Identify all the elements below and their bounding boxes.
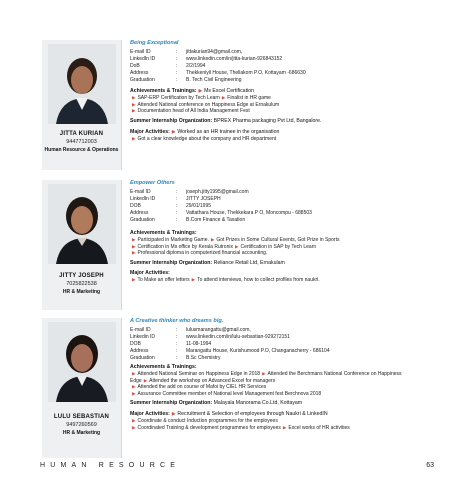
list-item: ▶ Coordinated Training & development programmes for employees ▶ Excel works of HR activities [132, 424, 350, 431]
field-key: LinkedIn ID [130, 56, 156, 62]
arrow-icon: ▶ [132, 276, 136, 282]
arrow-icon: ▶ [132, 371, 136, 376]
field-value: Vattathara House, Thekkekara P O, Moncompu - 688503 [186, 210, 312, 216]
internship-line: Summer Internship Organization: Malayala Manorama Co.Ltd, Kottayam [130, 400, 303, 407]
person-photo-icon [48, 322, 116, 402]
field-key: Address [130, 348, 149, 354]
field-row: Graduation : B.Com Finance & Taxation [130, 217, 442, 224]
profile-details [130, 318, 442, 458]
field-row: DoB : 2/2/1994 [130, 63, 442, 70]
field-row: Graduation : B. Tech Civil Engineering [130, 77, 442, 84]
field-key: Graduation [130, 217, 155, 223]
person-photo-icon [48, 184, 116, 264]
page-number: 63 [426, 462, 434, 469]
field-row: Address : Marangattu House, Kurishumood P.O, Changanacherry - 686104 [130, 348, 442, 355]
field-value: jittakurian94@gmail.com, [186, 49, 243, 55]
field-key: DoB [130, 63, 140, 69]
achievements-heading: Achievements & Trainings: [130, 230, 197, 236]
arrow-icon: ▶ [132, 390, 136, 396]
field-value: www.linkedin.com/in/lulu-sebastian-929272151 [186, 334, 290, 340]
activities-heading: Major Activities: [130, 269, 170, 276]
arrow-icon: ▶ [132, 384, 136, 390]
field-key: Graduation [130, 355, 155, 361]
field-value: www.linkedin.com/in/jitta-kurian-926843152 [186, 56, 283, 62]
profile-name: LULU SEBASTIAN [53, 414, 110, 420]
field-value: JITTY JOSEPH [186, 196, 221, 202]
field-row: E-mail ID : joseph.jitty1995@gmail.com [130, 189, 442, 196]
arrow-icon: ▶ [171, 128, 176, 134]
arrow-icon: ▶ [198, 88, 203, 93]
field-row: E-mail ID : lulusmarangattu@gmail.com, [130, 327, 442, 334]
field-value: B.Com Finance & Taxation [186, 217, 246, 223]
achievements-heading: Achievements & Trainings: ▶ Ms Excel Certification [130, 88, 254, 94]
arrow-icon: ▶ [132, 243, 136, 249]
field-key: Graduation [130, 77, 155, 83]
list-item: ▶ Professional diploma in computerized financial accounting. [132, 250, 268, 257]
arrow-icon: ▶ [262, 371, 266, 376]
arrow-icon: ▶ [132, 135, 136, 141]
field-value: B.Sc Chemistry [186, 355, 221, 361]
field-row: E-mail ID : jittakurian94@gmail.com, [130, 49, 442, 56]
profile-sidebar [42, 180, 122, 310]
profile-phone: 9447712003 [66, 139, 97, 145]
field-value: Thekkeniyil House, Thellakom P.O, Kottayam -686630 [186, 70, 306, 76]
field-row: DOB : 11-08-1994 [130, 341, 442, 348]
field-key: E-mail ID [130, 189, 151, 195]
list-item: ▶ Got a clear knowledge about the company and HR department [132, 135, 277, 142]
profile-tagline: A Creative thinker who dreams big. [130, 318, 224, 324]
list-item: ▶ Documentation head of All India Management Fest [132, 108, 250, 115]
field-row: Address : Vattathara House, Thekkekara P O, Moncompu - 688503 [130, 210, 442, 217]
profile-details [130, 180, 442, 310]
arrow-icon: ▶ [132, 418, 136, 424]
profile-name: JITTA KURIAN [59, 131, 104, 137]
achievements-heading: Achievements & Trainings: [130, 364, 197, 370]
field-row: Address : Thekkeniyil House, Thellakom P.O, Kottayam -686630 [130, 70, 442, 77]
field-key: E-mail ID [130, 49, 151, 55]
profile-phone: 9497260569 [66, 422, 97, 428]
profile-photo [48, 184, 116, 264]
arrow-icon: ▶ [132, 101, 136, 107]
activities-heading: Major Activities: ▶ Worked as an HR trainee in the organisation [130, 128, 280, 135]
field-value: 11-08-1994 [186, 341, 212, 347]
arrow-icon: ▶ [210, 237, 215, 242]
person-photo-icon [48, 44, 116, 124]
activities-heading: Major Activities: ▶ Recruitment & Selection of employees through Naukri & LinkedIN [130, 411, 328, 418]
field-key: E-mail ID [130, 327, 151, 333]
list-item: ▶ Certification in Ms office by Kerala Rutronix ▶ Certification in SAP by Tech Learn [132, 243, 317, 250]
profile-card-jitty [42, 180, 442, 310]
arrow-icon: ▶ [132, 237, 136, 242]
profile-photo [48, 322, 116, 402]
list-item: ▶ SAP-ERP Certification by Tech Learn ▶ Finalist in HR game [132, 95, 271, 101]
profile-photo [48, 44, 116, 124]
arrow-icon: ▶ [191, 276, 196, 282]
arrow-icon: ▶ [132, 108, 136, 114]
field-key: DOB [130, 341, 141, 347]
profile-card-lulu [42, 318, 442, 458]
profile-name: JITTY JOSEPH [59, 273, 104, 279]
field-key: Address [130, 210, 149, 216]
list-item: ▶ Attended National Seminar on Happiness Edge in 2018 ▶ Attended the Berchmans National Conference on Happiness Edge ▶ Attended the workshop on Advanced Excel for managers [130, 371, 402, 384]
list-item: ▶ To Make an offer letters ▶ To attend interviews, how to collect profiles from naukri. [132, 276, 320, 283]
field-key: DOB [130, 203, 141, 209]
list-item: ▶ Coordinate & conduct Induction programmes for the employees [132, 418, 278, 425]
profile-sidebar [42, 40, 122, 170]
profile-details [130, 40, 442, 170]
field-row: LinkedIn ID : www.linkedin.com/in/jitta-kurian-926843152 [130, 56, 442, 63]
list-item: ▶ Attended National conference on Happiness Edge at Ernakulum [132, 101, 280, 108]
field-value: B. Tech Civil Engineering [186, 77, 242, 83]
profile-department: HR & Marketing [62, 430, 101, 436]
internship-line: Summer Internship Organization: Reliance Retail Ltd, Ernakulam [130, 259, 285, 266]
field-key: LinkedIn ID [130, 196, 156, 202]
list-item: ▶ Assurance Committee member of National level Management fest Berchnova 2018 [132, 390, 322, 397]
field-key: Linkedin ID [130, 334, 156, 340]
field-key: Address [130, 70, 149, 76]
profile-department: HR & Marketing [62, 289, 101, 295]
footer-section-title: HUMAN RESOURCE [40, 462, 181, 469]
field-value: 2/2/1994 [186, 63, 206, 69]
field-row: Linkedin ID : www.linkedin.com/in/lulu-sebastian-929272151 [130, 334, 442, 341]
internship-line: Summer Internship Organization: BPREX Pharma packaging Pvt Ltd, Bangalore. [130, 117, 322, 124]
profile-tagline: Empower Others [130, 180, 175, 186]
field-row: LinkedIn ID : JITTY JOSEPH [130, 196, 442, 203]
arrow-icon: ▶ [282, 424, 287, 430]
arrow-icon: ▶ [132, 424, 136, 430]
field-row: DOB : 29/01/1995 [130, 203, 442, 210]
arrow-icon: ▶ [234, 243, 239, 249]
arrow-icon: ▶ [132, 95, 136, 100]
profile-phone: 7025822538 [66, 281, 97, 287]
profile-department: Human Resource & Operations [44, 147, 119, 153]
field-row: Graduation : B.Sc Chemistry [130, 355, 442, 362]
arrow-icon: ▶ [143, 377, 148, 383]
arrow-icon: ▶ [221, 95, 226, 100]
list-item: ▶ Participated in Marketing Game. ▶ Got Prizes in Some Cultural Events, Got Prize in Sports [132, 237, 340, 243]
profile-card-jitta [42, 40, 442, 170]
field-value: 29/01/1995 [186, 203, 212, 209]
field-value: Marangattu House, Kurishumood P.O, Changanacherry - 686104 [186, 348, 330, 354]
list-item: ▶ Attended the add on course of Mafoi by CIEL HR Services [132, 384, 267, 391]
arrow-icon: ▶ [171, 411, 176, 417]
field-value: joseph.jitty1995@gmail.com [186, 189, 249, 195]
arrow-icon: ▶ [132, 250, 136, 256]
profile-tagline: Being Exceptional [130, 40, 179, 46]
field-value: lulusmarangattu@gmail.com, [186, 327, 251, 333]
profile-sidebar [42, 318, 122, 458]
